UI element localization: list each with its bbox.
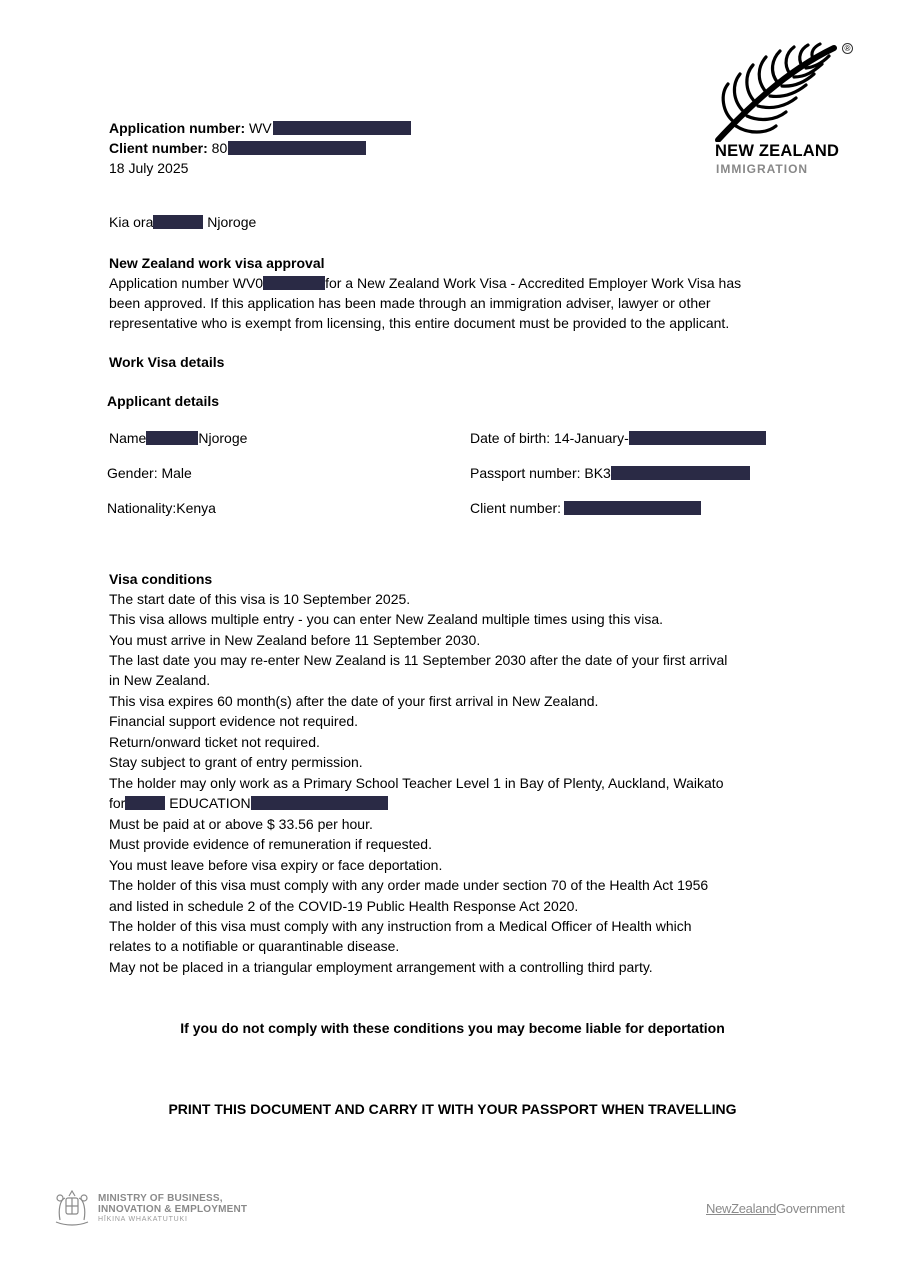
client-number-label: Client number:: [109, 140, 208, 156]
application-number-label: Application number:: [109, 120, 246, 136]
nz-government-logo: [706, 1201, 845, 1216]
work-visa-details-heading: Work Visa details: [109, 354, 225, 370]
client-number-line: [109, 138, 366, 158]
silver-fern-icon: [714, 42, 842, 142]
applicant-gender: Gender: Male: [107, 465, 192, 481]
condition-line: The holder of this visa must comply with any order made under section 70 of the Health Act 1956: [109, 877, 709, 893]
condition-line: Stay subject to grant of entry permission.: [109, 754, 363, 770]
approval-line-3: representative who is exempt from licensing, this entire document must be provided to the applicant.: [109, 315, 730, 331]
condition-line: May not be placed in a triangular employment arrangement with a controlling third party.: [109, 959, 653, 975]
redaction-bar: [125, 796, 165, 810]
condition-line: The holder of this visa must comply with any instruction from a Medical Officer of Health which: [109, 918, 692, 934]
redaction-bar: [273, 121, 411, 135]
redaction-bar: [263, 276, 325, 290]
approval-line-2: been approved. If this application has been made through an immigration adviser, lawyer or other: [109, 295, 711, 311]
applicant-passport: Passport number: BK3: [470, 463, 750, 483]
condition-line: This visa allows multiple entry - you can enter New Zealand multiple times using this visa.: [109, 611, 664, 627]
condition-line: relates to a notifiable or quarantinable disease.: [109, 938, 400, 954]
condition-line: Must be paid at or above $ 33.56 per hour.: [109, 816, 373, 832]
logo-title: NEW ZEALAND: [715, 142, 840, 160]
logo-subtitle: IMMIGRATION: [716, 162, 809, 176]
coat-of-arms-icon: [52, 1190, 92, 1226]
applicant-dob: Date of birth: 14-January-: [470, 428, 766, 448]
application-number-prefix: WV: [249, 120, 272, 136]
greeting-prefix: Kia ora: [109, 214, 154, 230]
redaction-bar: [251, 796, 388, 810]
applicant-name: Name Njoroge: [109, 430, 248, 446]
redaction-bar: [611, 466, 750, 480]
nz-government-part-1: NewZealand: [706, 1201, 776, 1216]
condition-line: Must provide evidence of remuneration if requested.: [109, 836, 432, 852]
condition-line: Financial support evidence not required.: [109, 713, 359, 729]
condition-employer-line: for EDUCATION: [109, 793, 388, 813]
trademark-mark: ®: [842, 43, 853, 54]
client-number-prefix: 80: [211, 140, 228, 156]
condition-line: The start date of this visa is 10 September 2025.: [109, 591, 411, 607]
ministry-line-2: INNOVATION & EMPLOYMENT: [98, 1204, 248, 1215]
condition-line: The last date you may re-enter New Zealand is 11 September 2030 after the date of your first arrival: [109, 652, 728, 668]
nz-government-part-2: Government: [776, 1201, 845, 1216]
applicant-details-heading: Applicant details: [107, 393, 220, 409]
redaction-bar: [146, 431, 198, 445]
nz-immigration-logo: [712, 40, 862, 180]
condition-line: You must leave before visa expiry or face deportation.: [109, 857, 443, 873]
ministry-line-1: MINISTRY OF BUSINESS,: [98, 1193, 223, 1204]
ministry-line-3: HĪKINA WHAKATUTUKI: [98, 1216, 188, 1223]
visa-conditions-heading: Visa conditions: [109, 571, 213, 587]
letter-date: 18 July 2025: [109, 160, 189, 176]
approval-line-1: Application number WV0 for a New Zealand Work Visa - Accredited Employer Work Visa has: [109, 275, 742, 291]
applicant-client-number: Client number:: [470, 498, 701, 518]
condition-line: The holder may only work as a Primary School Teacher Level 1 in Bay of Plenty, Auckland, Waikato: [109, 775, 724, 791]
condition-line: This visa expires 60 month(s) after the date of your first arrival in New Zealand.: [109, 693, 599, 709]
approval-heading: New Zealand work visa approval: [109, 255, 325, 271]
deportation-warning: If you do not comply with these conditions you may become liable for deportation: [180, 1020, 725, 1036]
condition-line: Return/onward ticket not required.: [109, 734, 320, 750]
redaction-bar: [153, 215, 203, 229]
redaction-bar: [228, 141, 366, 155]
greeting-surname: Njoroge: [207, 214, 257, 230]
condition-line: and listed in schedule 2 of the COVID-19 Public Health Response Act 2020.: [109, 898, 579, 914]
condition-line: You must arrive in New Zealand before 11 September 2030.: [109, 632, 481, 648]
greeting: [109, 212, 256, 232]
redaction-bar: [629, 431, 766, 445]
redaction-bar: [564, 501, 701, 515]
applicant-nationality: Nationality:Kenya: [107, 500, 216, 516]
application-number-line: [109, 118, 411, 138]
print-notice: PRINT THIS DOCUMENT AND CARRY IT WITH YOUR PASSPORT WHEN TRAVELLING: [168, 1101, 737, 1117]
condition-line: in New Zealand.: [109, 672, 211, 688]
